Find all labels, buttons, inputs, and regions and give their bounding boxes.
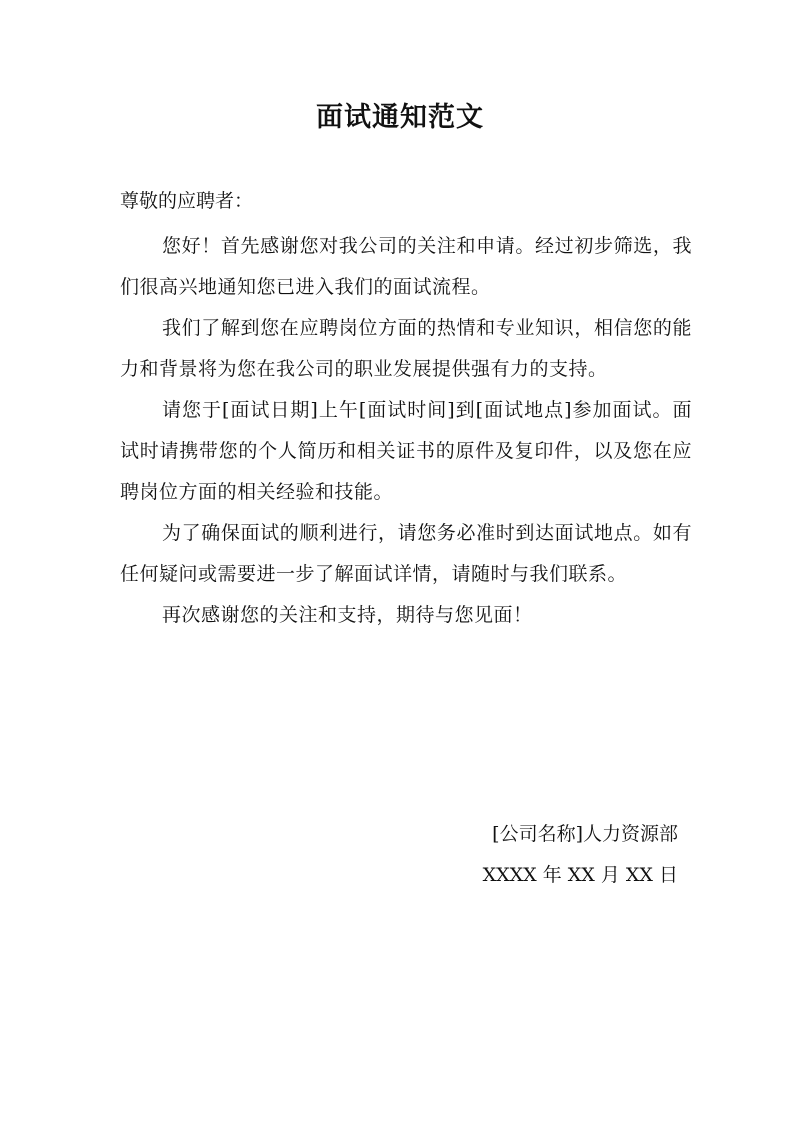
paragraph-punctuality: 为了确保面试的顺利进行，请您务必准时到达面试地点。如有任何疑问或需要进一步了解面试详情，请随时与我们联系。	[120, 522, 692, 585]
salutation: 尊敬的应聘者：	[120, 190, 254, 212]
paragraph-closing: 再次感谢您的关注和支持，期待与您见面！	[162, 604, 533, 626]
signature-department: [公司名称]人力资源部	[492, 823, 678, 845]
paragraph-interview-details: 请您于[面试日期]上午[面试时间]到[面试地点]参加面试。面试时请携带您的个人简历和相关证书的原件及复印件，以及您在应聘岗位方面的相关经验和技能。	[120, 399, 692, 503]
paragraph-appreciation: 我们了解到您在应聘岗位方面的热情和专业知识，相信您的能力和背景将为您在我公司的职业发展提供强有力的支持。	[120, 317, 692, 380]
signature-date: XXXX 年 XX 月 XX 日	[482, 864, 678, 886]
letter-body	[120, 226, 692, 636]
signature-block	[483, 814, 678, 896]
document-title: 面试通知范文	[316, 102, 484, 133]
paragraph-greeting: 您好！首先感谢您对我公司的关注和申请。经过初步筛选，我们很高兴地通知您已进入我们的面试流程。	[120, 235, 692, 298]
